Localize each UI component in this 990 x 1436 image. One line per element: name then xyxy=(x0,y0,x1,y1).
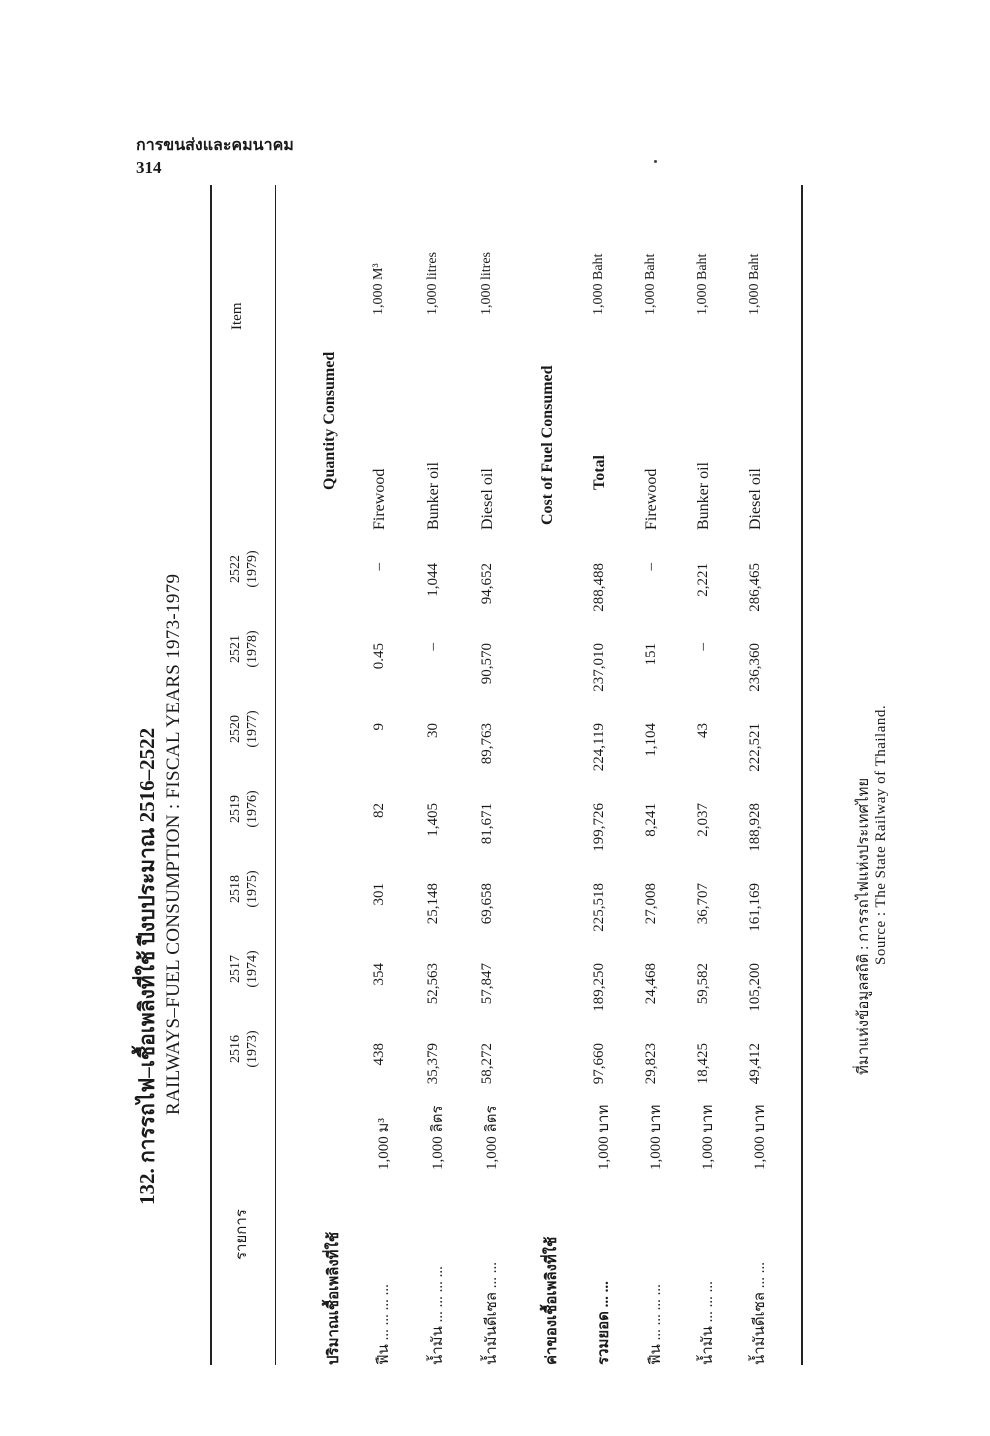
cell-value: 438 xyxy=(371,1043,387,1066)
cell-value: 0.45 xyxy=(371,643,387,670)
table-title-thai: 132. การรถไฟ–เชื้อเพลิงที่ใช้ ปีงบประมาณ 2516–2522 xyxy=(135,727,159,1205)
cell-value: – xyxy=(425,643,441,651)
cell-value: 82 xyxy=(371,803,387,818)
cell-value: 43 xyxy=(695,723,711,738)
cell-value: 224,119 xyxy=(591,723,607,772)
cell-value: 58,272 xyxy=(479,1043,495,1085)
header-rule xyxy=(275,185,276,1365)
cell-value: 301 xyxy=(371,883,387,906)
cell-value: 286,465 xyxy=(747,563,763,612)
cell-value: 188,928 xyxy=(747,803,763,852)
cell-value: 94,652 xyxy=(479,563,495,605)
running-head: การขนส่งและคมนาคม xyxy=(136,137,294,154)
cell-value: 25,148 xyxy=(425,883,441,925)
year-header: 2520 (1977) xyxy=(228,710,260,748)
row-unit-english: 1,000 Baht xyxy=(695,253,710,315)
cell-value: 199,726 xyxy=(591,803,607,852)
cell-value: 97,660 xyxy=(591,1043,607,1085)
row-unit-english: 1,000 litres xyxy=(425,252,440,315)
row-unit-english: 1,000 litres xyxy=(479,252,494,315)
cell-value: 222,521 xyxy=(747,723,763,772)
cell-value: 161,169 xyxy=(747,883,763,932)
cell-value: 2,037 xyxy=(695,803,711,837)
row-unit-thai: 1,000 บาท xyxy=(648,1104,664,1170)
cell-value: 30 xyxy=(425,723,441,738)
year-header: 2522 (1979) xyxy=(228,550,260,588)
cell-value: 189,250 xyxy=(591,963,607,1012)
row-label-english: Total xyxy=(591,455,608,490)
item-header-thai: รายการ xyxy=(234,1209,250,1260)
section-title-english: Quantity Consumed xyxy=(321,351,338,490)
year-header: 2517 (1974) xyxy=(228,950,260,988)
page-number: 314 xyxy=(136,158,162,177)
cell-value: 89,763 xyxy=(479,723,495,765)
section-title-english: Cost of Fuel Consumed xyxy=(539,365,556,525)
cell-value: 1,104 xyxy=(643,723,659,757)
cell-value: 225,518 xyxy=(591,883,607,932)
row-unit-thai: 1,000 ม³ xyxy=(376,1118,392,1170)
cell-value: 9 xyxy=(371,723,387,731)
row-label-english: Diesel oil xyxy=(747,468,764,530)
cell-value: 1,405 xyxy=(425,803,441,837)
row-unit-english: 1,000 Baht xyxy=(747,253,762,315)
bottom-rule xyxy=(801,185,803,1365)
year-header: 2519 (1976) xyxy=(228,790,260,828)
row-unit-thai: 1,000 บาท xyxy=(752,1104,768,1170)
row-label-english: Bunker oil xyxy=(425,462,442,530)
cell-value: – xyxy=(371,563,387,571)
section-title-thai: ค่าของเชื้อเพลิงที่ใช้ xyxy=(544,1236,560,1365)
row-label-thai: น้ำมันดีเซล ... ... xyxy=(484,1261,500,1365)
cell-value: 24,468 xyxy=(643,963,659,1005)
row-label-thai: ฟืน ... ... ... ... xyxy=(376,1284,392,1365)
row-unit-thai: 1,000 ลิตร xyxy=(484,1105,500,1170)
year-header: 2516 (1973) xyxy=(228,1030,260,1068)
cell-value: 354 xyxy=(371,963,387,986)
cell-value: 237,010 xyxy=(591,643,607,692)
cell-value: 29,823 xyxy=(643,1043,659,1085)
cell-value: 49,412 xyxy=(747,1043,763,1085)
cell-value: 2,221 xyxy=(695,563,711,597)
row-unit-thai: 1,000 ลิตร xyxy=(430,1105,446,1170)
cell-value: 90,570 xyxy=(479,643,495,685)
row-label-english: Bunker oil xyxy=(695,462,712,530)
rotated-table-page xyxy=(45,185,889,1365)
row-unit-english: 1,000 M³ xyxy=(371,263,386,315)
cell-value: 105,200 xyxy=(747,963,763,1012)
year-header: 2518 (1975) xyxy=(228,870,260,908)
row-unit-thai: 1,000 บาท xyxy=(700,1104,716,1170)
row-label-thai: น้ำมันดีเซล ... ... xyxy=(752,1261,768,1365)
cell-value: 35,379 xyxy=(425,1043,441,1085)
cell-value: – xyxy=(695,643,711,651)
cell-value: 1,044 xyxy=(425,563,441,597)
row-label-english: Firewood xyxy=(371,468,388,530)
cell-value: 57,847 xyxy=(479,963,495,1005)
source-note-english: Source : The State Railway of Thailand. xyxy=(873,704,889,965)
row-unit-english: 1,000 Baht xyxy=(643,253,658,315)
cell-value: 236,360 xyxy=(747,643,763,692)
row-label-thai: รวมยอด ... ... xyxy=(596,1281,612,1365)
stray-dot xyxy=(654,160,657,163)
cell-value: 151 xyxy=(643,643,659,666)
cell-value: 27,008 xyxy=(643,883,659,925)
source-note-thai: ที่มาแห่งข้อมูลสถิติ : การรถไฟแห่งประเทศไทย xyxy=(856,777,872,1075)
row-label-english: Firewood xyxy=(643,468,660,530)
section-title-thai: ปริมาณเชื้อเพลิงที่ใช้ xyxy=(326,1231,342,1365)
cell-value: 288,488 xyxy=(591,563,607,612)
row-label-thai: น้ำมัน ... ... ... xyxy=(700,1281,716,1365)
cell-value: 81,671 xyxy=(479,803,495,845)
table-title-english: RAILWAYS–FUEL CONSUMPTION : FISCAL YEARS 1973-1979 xyxy=(163,573,184,1115)
cell-value: 59,582 xyxy=(695,963,711,1005)
row-label-thai: น้ำมัน ... ... ... ... xyxy=(430,1266,446,1365)
cell-value: 52,563 xyxy=(425,963,441,1005)
row-unit-thai: 1,000 บาท xyxy=(596,1104,612,1170)
item-header-english: Item xyxy=(229,302,245,330)
cell-value: 36,707 xyxy=(695,883,711,925)
cell-value: 18,425 xyxy=(695,1043,711,1085)
top-rule xyxy=(210,185,212,1365)
row-label-english: Diesel oil xyxy=(479,468,496,530)
cell-value: 69,658 xyxy=(479,883,495,925)
row-label-thai: ฟืน ... ... ... ... xyxy=(648,1284,664,1365)
row-unit-english: 1,000 Baht xyxy=(591,253,606,315)
cell-value: – xyxy=(643,563,659,571)
cell-value: 8,241 xyxy=(643,803,659,837)
year-header: 2521 (1978) xyxy=(228,630,260,668)
